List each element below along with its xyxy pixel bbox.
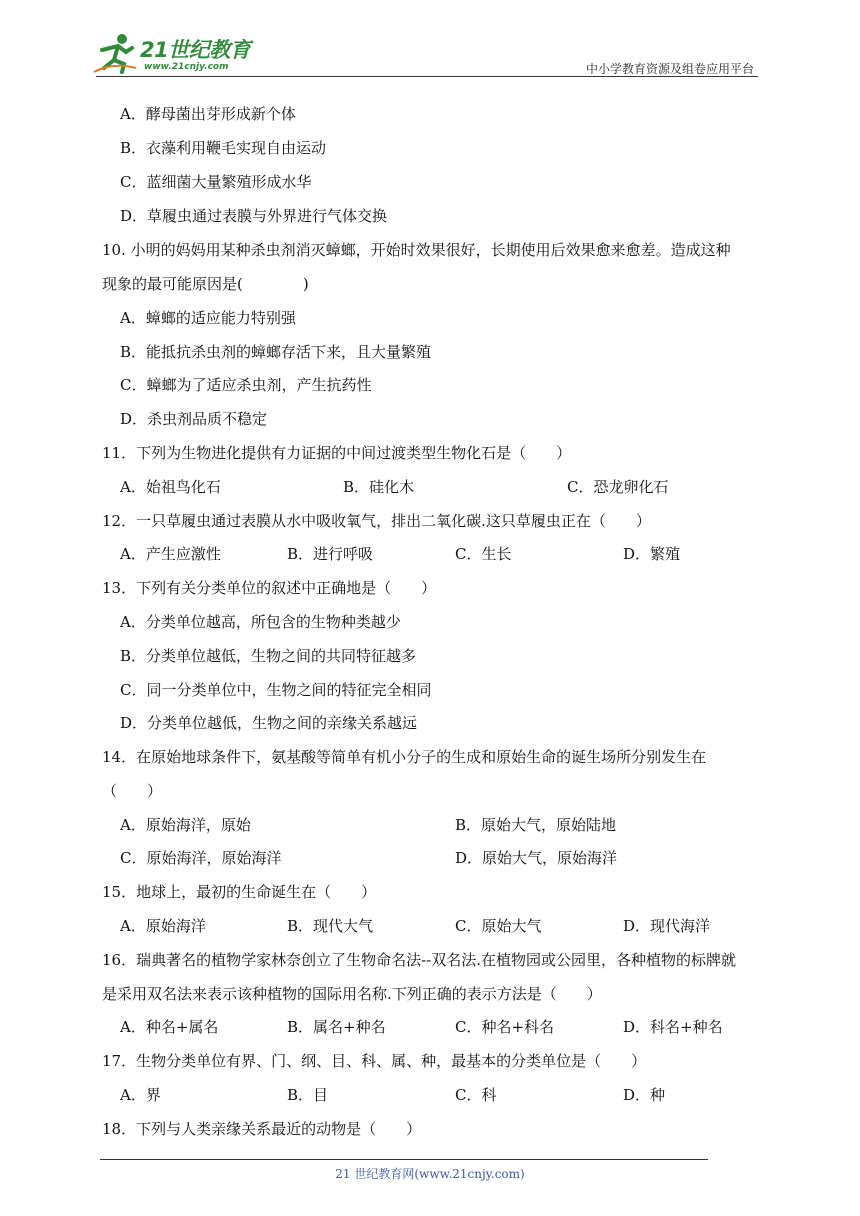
logo-text: 21世纪教育 [140, 38, 251, 62]
q15-stem: 15．地球上，最初的生命诞生在（ ） [102, 883, 377, 901]
q10-option-d: D．杀虫剂品质不稳定 [120, 410, 268, 428]
q14-option-c: C．原始海洋，原始海洋 [120, 849, 282, 867]
logo-url: www.21cnjy.com [144, 62, 229, 72]
q13-stem: 13．下列有关分类单位的叙述中正确地是（ ） [102, 579, 437, 597]
header-divider [96, 76, 758, 77]
footer-divider [100, 1159, 708, 1160]
q15-option-c: C．原始大气 [455, 917, 542, 935]
q15-option-d: D．现代海洋 [623, 917, 711, 935]
q13-option-c: C．同一分类单位中，生物之间的特征完全相同 [120, 681, 432, 699]
platform-title: 中小学教育资源及组卷应用平台 [585, 62, 754, 76]
q17-option-c: C．科 [455, 1086, 497, 1104]
q12-option-d: D．繁殖 [623, 545, 681, 563]
q18-stem: 18．下列与人类亲缘关系最近的动物是（ ） [102, 1120, 422, 1138]
q10-option-c: C．蟑螂为了适应杀虫剂，产生抗药性 [120, 376, 372, 394]
q17-option-a: A．界 [120, 1086, 161, 1104]
q11-option-b: B．硅化木 [343, 478, 415, 496]
q9-option-d: D．草履虫通过表膜与外界进行气体交换 [120, 207, 388, 225]
q17-option-d: D．种 [623, 1086, 666, 1104]
runner-logo-icon [92, 32, 138, 74]
q12-option-c: C．生长 [455, 545, 512, 563]
q11-stem: 11．下列为生物进化提供有力证据的中间过渡类型生物化石是（ ） [102, 444, 572, 462]
q10-option-a: A．蟑螂的适应能力特别强 [120, 309, 296, 327]
q15-option-a: A．原始海洋 [120, 917, 206, 935]
site-logo[interactable] [92, 32, 267, 78]
q10-stem-line2: 现象的最可能原因是( ) [102, 275, 309, 293]
page-header [0, 0, 860, 82]
q9-option-c: C．蓝细菌大量繁殖形成水华 [120, 173, 312, 191]
q12-stem: 12．一只草履虫通过表膜从水中吸收氧气，排出二氧化碳.这只草履虫正在（ ） [102, 512, 651, 530]
q11-option-a: A．始祖鸟化石 [120, 478, 221, 496]
q14-stem-line1: 14．在原始地球条件下，氨基酸等简单有机小分子的生成和原始生命的诞生场所分别发生在 [102, 748, 707, 766]
footer-link[interactable]: 21 世纪教育网(www.21cnjy.com) [335, 1167, 525, 1181]
q16-stem-line1: 16．瑞典著名的植物学家林奈创立了生物命名法--双名法.在植物园或公园里，各种植物的标牌就 [102, 951, 736, 969]
q14-stem-line2: （ ） [102, 782, 163, 800]
q12-option-b: B．进行呼吸 [287, 545, 374, 563]
q14-option-b: B．原始大气，原始陆地 [455, 816, 617, 834]
q16-option-a: A．种名+属名 [120, 1018, 219, 1036]
q17-option-b: B．目 [287, 1086, 329, 1104]
q10-stem-line1: 10. 小明的妈妈用某种杀虫剂消灭蟑螂，开始时效果很好，长期使用后效果愈来愈差。造成这种 [102, 241, 731, 259]
q13-option-a: A．分类单位越高，所包含的生物种类越少 [120, 613, 401, 631]
q16-option-d: D．科名+种名 [623, 1018, 723, 1036]
q10-option-b: B．能抵抗杀虫剂的蟑螂存活下来，且大量繁殖 [120, 343, 432, 361]
q16-option-b: B．属名+种名 [287, 1018, 386, 1036]
q13-option-d: D．分类单位越低，生物之间的亲缘关系越远 [120, 714, 418, 732]
q14-option-d: D．原始大气，原始海洋 [455, 849, 618, 867]
q15-option-b: B．现代大气 [287, 917, 374, 935]
q16-stem-line2: 是采用双名法来表示该种植物的国际用名称.下列正确的表示方法是（ ） [102, 985, 602, 1003]
q11-option-c: C．恐龙卵化石 [567, 478, 669, 496]
q14-option-a: A．原始海洋，原始 [120, 816, 251, 834]
q13-option-b: B．分类单位越低，生物之间的共同特征越多 [120, 647, 417, 665]
q12-option-a: A．产生应激性 [120, 545, 221, 563]
q9-option-b: B．衣藻利用鞭毛实现自由运动 [120, 139, 327, 157]
q16-option-c: C．种名+科名 [455, 1018, 555, 1036]
q9-option-a: A．酵母菌出芽形成新个体 [120, 105, 296, 123]
q17-stem: 17．生物分类单位有界、门、纲、目、科、属、种，最基本的分类单位是（ ） [102, 1052, 647, 1070]
